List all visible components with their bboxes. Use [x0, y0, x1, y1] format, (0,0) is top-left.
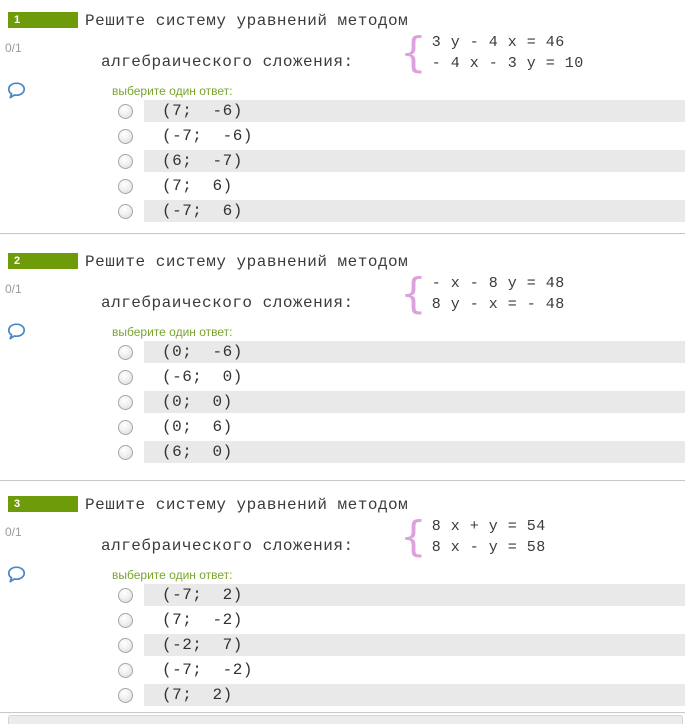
equation-system: [400, 269, 565, 318]
question-score: 0/1: [5, 41, 22, 55]
answer-label: (-7; -2): [162, 661, 253, 679]
answer-list: [85, 341, 685, 463]
answer-option[interactable]: [85, 609, 685, 631]
answer-option[interactable]: [85, 175, 685, 197]
system-brace: {: [400, 28, 427, 77]
system-brace: {: [400, 269, 427, 318]
question-number-badge: 2: [8, 253, 78, 269]
radio-button[interactable]: [118, 420, 133, 435]
question-block-1: [0, 0, 685, 233]
answer-option[interactable]: [85, 341, 685, 363]
answer-option[interactable]: [85, 100, 685, 122]
radio-button[interactable]: [118, 345, 133, 360]
question-text-line1: Решите систему уравнений методом: [85, 496, 409, 514]
answer-label: (-2; 7): [144, 634, 685, 656]
question-text-line1: Решите систему уравнений методом: [85, 253, 409, 271]
answer-option[interactable]: [85, 391, 685, 413]
system-brace: {: [400, 512, 427, 561]
answer-label: (7; 6): [162, 177, 233, 195]
answer-label: (0; 6): [162, 418, 233, 436]
equation-line-2: 8 x - y = 58: [431, 539, 546, 556]
question-prompt: [85, 496, 685, 561]
answer-option[interactable]: [85, 684, 685, 706]
answer-option[interactable]: [85, 584, 685, 606]
answer-label: (7; 2): [144, 684, 685, 706]
answer-option[interactable]: [85, 416, 685, 438]
radio-button[interactable]: [118, 688, 133, 703]
radio-button[interactable]: [118, 663, 133, 678]
radio-button[interactable]: [118, 588, 133, 603]
answer-option[interactable]: [85, 634, 685, 656]
equation-system: [400, 512, 546, 561]
comment-bubble-icon[interactable]: [7, 323, 27, 341]
question-text-line1: Решите систему уравнений методом: [85, 12, 409, 30]
question-number-badge: 3: [8, 496, 78, 512]
question-block-3: [0, 482, 685, 712]
equation-line-2: 8 y - x = - 48: [431, 296, 565, 313]
radio-button[interactable]: [118, 104, 133, 119]
answer-list: [85, 100, 685, 222]
equation-line-2: - 4 x - 3 y = 10: [431, 55, 584, 72]
comment-bubble-icon[interactable]: [7, 82, 27, 100]
answer-label: (-7; 6): [144, 200, 685, 222]
question-2-left-column: [0, 253, 85, 341]
radio-button[interactable]: [118, 154, 133, 169]
question-prompt: [85, 253, 685, 318]
answer-label: (-6; 0): [162, 368, 243, 386]
radio-button[interactable]: [118, 179, 133, 194]
answer-label: (-7; 2): [144, 584, 685, 606]
choose-one-answer-label: выберите один ответ:: [112, 325, 233, 339]
answer-option[interactable]: [85, 366, 685, 388]
equation-line-1: 3 y - 4 x = 46: [431, 34, 565, 51]
radio-button[interactable]: [118, 638, 133, 653]
answer-label: (7; -2): [162, 611, 243, 629]
question-text-line2: алгебраического сложения:: [101, 537, 354, 555]
question-score: 0/1: [5, 525, 22, 539]
question-text-line2: алгебраического сложения:: [101, 53, 354, 71]
next-section-panel-edge: [8, 715, 683, 724]
radio-button[interactable]: [118, 204, 133, 219]
equation-line-1: 8 x + y = 54: [431, 518, 546, 535]
answer-label: (0; -6): [144, 341, 685, 363]
answer-option[interactable]: [85, 125, 685, 147]
question-3-left-column: [0, 496, 85, 584]
question-prompt: [85, 12, 685, 77]
question-1-left-column: [0, 12, 85, 100]
radio-button[interactable]: [118, 613, 133, 628]
answer-option[interactable]: [85, 200, 685, 222]
choose-one-answer-label: выберите один ответ:: [112, 84, 233, 98]
radio-button[interactable]: [118, 129, 133, 144]
question-text-line2: алгебраического сложения:: [101, 294, 354, 312]
answer-label: (0; 0): [144, 391, 685, 413]
answer-option[interactable]: [85, 659, 685, 681]
comment-bubble-icon[interactable]: [7, 566, 27, 584]
answer-option[interactable]: [85, 150, 685, 172]
answer-option[interactable]: [85, 441, 685, 463]
question-block-2: [0, 235, 685, 480]
equation-line-1: - x - 8 y = 48: [431, 275, 565, 292]
answer-list: [85, 584, 685, 706]
answer-label: (6; 0): [144, 441, 685, 463]
radio-button[interactable]: [118, 395, 133, 410]
equation-system: [400, 28, 584, 77]
answer-label: (6; -7): [144, 150, 685, 172]
answer-label: (-7; -6): [162, 127, 253, 145]
radio-button[interactable]: [118, 370, 133, 385]
radio-button[interactable]: [118, 445, 133, 460]
choose-one-answer-label: выберите один ответ:: [112, 568, 233, 582]
question-score: 0/1: [5, 282, 22, 296]
question-number-badge: 1: [8, 12, 78, 28]
answer-label: (7; -6): [144, 100, 685, 122]
